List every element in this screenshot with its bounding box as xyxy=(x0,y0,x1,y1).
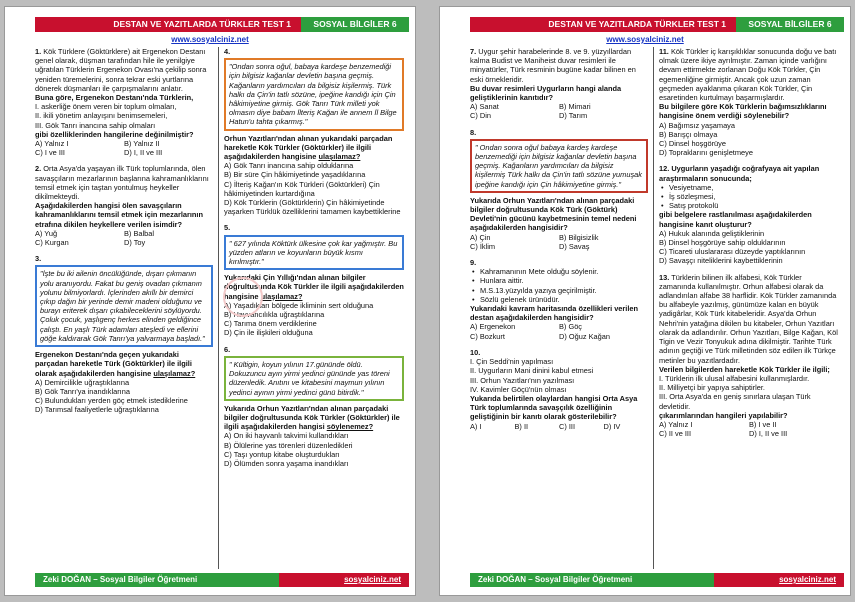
header-subject: SOSYAL BİLGİLER 6 xyxy=(301,17,409,32)
column-left-2 xyxy=(470,47,648,569)
option-b[interactable]: B) II xyxy=(514,421,529,431)
question-ask: çıkarımlarından hangileri yapılabilir? xyxy=(659,410,788,420)
question-12 xyxy=(659,164,839,265)
option-c[interactable]: C) İlteriş Kağan'ın Kök Türkleri (Göktürkleri) Çin hâkimiyetinden kurtardığına xyxy=(224,179,380,198)
question-ask: Yukarıdaki kavram haritasında özellikleri verilen destan aşağıdakilerden hangisidir? xyxy=(470,304,639,323)
question-3 xyxy=(35,254,213,414)
question-9 xyxy=(470,258,648,341)
question-number: 9. xyxy=(470,258,477,268)
column-right-2 xyxy=(659,47,839,569)
column-divider xyxy=(218,47,219,569)
option-d[interactable]: D) Tarım xyxy=(559,111,588,121)
question-number: 4. xyxy=(224,47,231,56)
footer-author: Zeki DOĞAN – Sosyal Bilgiler Öğretmeni xyxy=(35,573,279,587)
option-b[interactable]: B) Dinsel hoşgörüye sahip olduklarının xyxy=(659,238,786,248)
option-a[interactable]: A) Yaşadıkları bölgede ikliminin sert olduğuna xyxy=(224,300,374,310)
option-d[interactable]: D) I, II ve III xyxy=(749,429,788,439)
question-ask: Yukarıda belirtilen olaylardan hangisi Orta Asya Türk toplumlarında savaşçılık özelliğinin geliştiğinin bir kanıtı olarak gösterilebilir? xyxy=(470,393,638,422)
option-c[interactable]: C) Dinsel hoşgörüye xyxy=(659,139,726,149)
question-text: Uygur şehir harabelerinde 8. ve 9. yüzyıllardan kalma Budist ve Maniheist duvar resimleri ile minyatürler, Türk resminin bugüne kadar bilinen en eski örnekleridir. xyxy=(470,47,636,84)
option-a[interactable]: A) Hukuk alanında geliştiklerinin xyxy=(659,228,765,238)
statement: II. Milliyetçi bir yapıya sahiptirler. xyxy=(659,383,765,393)
statement: II. ikili yönetim anlayışını benimsemeleri, xyxy=(35,111,168,121)
option-c[interactable]: C) II ve III xyxy=(659,429,692,439)
question-ask: Aşağıdakilerden hangisi ölen savaşçıların kahramanlıklarını temsil etmek için mezarlarının etrafına dikilen heykellere verilen isimdir? xyxy=(35,201,204,229)
quote-box: "Ondan sonra oğul, babaya kardeşe benzemediği için bilgisiz kağanlar devletin başına geçmiş. Kağanların yardımcıları da bilgisiz kişilermiş. Türk halkı da Çin'in tatlı sözüne, ipeğine kandığı için Çin hâkimiyetine girmiş. Gök Tanrı Türk milleti yok olmasın diye babam İlteriş Kağan ile annem İl Bilge Hatun'u tahta çıkarmış." xyxy=(224,58,404,130)
option-b[interactable]: B) Hayvancılıkla uğraştıklarına xyxy=(224,310,325,320)
option-b[interactable]: B) Göç xyxy=(559,322,582,332)
question-ask: Bu bilgilere göre Kök Türklerin bağımsızlıklarını hangisine önem verdiği söylenebilir? xyxy=(659,102,827,121)
quote-box: " Ondan sonra oğul babaya kardeş kardeşe benzemediği için bilgisiz kağanlar devletin başına geçmiş. Kağanların yardımcıları da bilgisiz kişilermiş Türk halkı da Çin'in tatlı sözüne yumuşak ipeğine kandığı için Çin hâkimiyetine girmiş." xyxy=(470,139,648,193)
option-c[interactable]: C) Bulundukları yerden göç etmek istediklerine xyxy=(35,396,188,406)
option-d[interactable]: D) Savaşçı niteliklerini kaybettiklerinin xyxy=(659,256,783,266)
question-10 xyxy=(470,348,648,431)
option-b[interactable]: B) Barışçı olmaya xyxy=(659,129,718,139)
option-c[interactable]: C) III xyxy=(559,421,576,431)
option-d[interactable]: D) Tarımsal faaliyetlerle uğraştıklarına xyxy=(35,405,159,415)
question-number: 10. xyxy=(470,347,481,357)
question-ask: Uygurların yaşadığı coğrafyaya ait yapılan araştırmaların sonucunda; xyxy=(659,164,820,183)
option-a[interactable]: A) Demircilikle uğraştıklarına xyxy=(35,377,130,387)
bullet-item: • Kahramanının Mete olduğu söylenir. xyxy=(470,267,648,276)
quote-box: " Kültigin, koyun yılının 17.gününde öldü. Dokuzuncu ayın yirmi yedinci gününde yas töreni düzenledik. Anıtını ve kitabesini maymun yılının yedinci ayının yirmi yedinci günü bitirdik." xyxy=(224,356,404,401)
option-b[interactable]: B) Ölülerine yas törenleri düzenledikleri xyxy=(224,440,353,450)
site-link[interactable]: www.sosyalciniz.net xyxy=(606,35,684,44)
bullet-item: • Hunlara aittir. xyxy=(470,276,648,285)
question-4 xyxy=(224,47,404,216)
option-b[interactable]: B) Bilgisizlik xyxy=(559,232,599,242)
option-d[interactable]: D) I, II ve III xyxy=(124,148,163,158)
statement: III. Orhun Yazıtları'nın yazılması xyxy=(470,375,575,385)
question-number: 1. xyxy=(35,47,42,56)
option-d[interactable]: D) Topraklarını genişletmeye xyxy=(659,148,753,158)
option-d[interactable]: D) Kök Türklerin (Göktürklerin) Çin hâkimiyetinde yaşarken Türklük özelliklerini tamamen kaybettiklerine xyxy=(224,198,401,217)
question-13 xyxy=(659,273,839,439)
question-number: 3. xyxy=(35,254,42,264)
option-a[interactable]: A) Çin xyxy=(470,232,491,242)
option-a[interactable]: A) Ergenekon xyxy=(470,322,516,332)
option-d[interactable]: D) IV xyxy=(603,421,621,431)
bullet-item: • Sözlü gelenek ürünüdür. xyxy=(470,295,648,304)
stamp-watermark xyxy=(223,277,263,317)
header-bar xyxy=(470,17,844,32)
question-1 xyxy=(35,47,213,157)
option-a[interactable]: A) Yalnız I xyxy=(35,139,69,149)
question-text: Kök Türkler iç karışıklıklar sonucunda doğu ve batı olmak üzere ikiye ayrılmıştır. Zaman içinde varlığını devam ettirmekte zorlanan Doğu Kök Türkler, Çin egemenliğine girmiştir. Ancak çok uzun zaman geçmeden ayaklanma çıkaran Kök Türkler, Çin esaretinden kurtulmayı başarmışlardır. xyxy=(659,47,837,103)
question-8 xyxy=(470,128,648,251)
column-divider xyxy=(653,47,654,569)
question-stem-underline: söylenemez? xyxy=(326,422,374,432)
option-b[interactable]: B) I ve II xyxy=(749,419,777,429)
question-ask: Verilen bilgilerden hareketle Kök Türkler ile ilgili; xyxy=(659,364,830,374)
option-c[interactable]: C) Ticareti uluslararası düzeyde yaptıklarının xyxy=(659,247,806,257)
option-c[interactable]: C) I ve III xyxy=(35,148,65,158)
footer-bar xyxy=(470,573,844,587)
option-a[interactable]: A) Bağımsız yaşamaya xyxy=(659,120,735,130)
question-number: 12. xyxy=(659,164,670,174)
question-stem: Yukarıdaki Çin Yıllığı'ndan alınan bilgiler doğrultusunda Kök Türkler ile ilgili aşağıdakilerden hangisine xyxy=(224,273,404,301)
question-stem: Yukarıda Orhun Yazıtları'ndan alınan parçadaki bilgiler doğrultusunda Kök Türk (Göktürk) Devleti'nin gücünü kaybetmesinin temel nedeni aşağıdakilerden hangisidir? xyxy=(470,195,637,233)
option-a[interactable]: A) Sanat xyxy=(470,102,499,112)
option-b[interactable]: B) Mimari xyxy=(559,102,591,112)
footer-site-link[interactable]: sosyalciniz.net xyxy=(279,573,409,587)
option-a[interactable]: A) I xyxy=(470,421,482,431)
option-d[interactable]: D) Savaş xyxy=(559,241,590,251)
question-stem-underline: ulaşılamaz? xyxy=(260,291,303,301)
option-c[interactable]: C) Taşı yontup kitabe oluşturdukları xyxy=(224,449,340,459)
question-text: Türklerin bilinen ilk alfabesi, Kök Türkler zamanında kullanılmıştır. Orhun alfabesi olarak da adlandırılan alfabe 38 harflidir. Kök Türkler zamanında bu alfabeyle yazılmış, günümüze kalan en büyük yadigârlar, Kök Türk kitabeleridir. Asya'da Orhun Nehri'nin yatağına dikilen bu kitabeler, Orhun Yazıtları olarak da adlandırılır. Orhun Yazıtları, Bilge Kağan, Köl Tigin ve Vezir Tonyukuk adına dikilmiştir. Tarihte Türk adının geçtiği ve Türk milletinden söz edilen ilk Türkçe metinler bu yazıtlardadır. xyxy=(659,272,838,365)
question-2 xyxy=(35,164,213,247)
header-title: DESTAN VE YAZITLARDA TÜRKLER TEST 1 xyxy=(35,17,301,32)
option-c[interactable]: C) Bozkurt xyxy=(470,331,505,341)
statement: I. askerliğe önem veren bir toplum olmaları, xyxy=(35,102,177,112)
option-d[interactable]: D) Toy xyxy=(124,238,146,248)
question-stem: Yukarıda Orhun Yazıtları'ndan alınan parçadaki bilgiler doğrultusunda Kök Türkler (Göktürkler) ile ilgili aşağıdakilerden hangisi xyxy=(224,403,400,432)
bullet-item: • İş sözleşmesi, xyxy=(659,192,839,201)
footer-site-link[interactable]: sosyalciniz.net xyxy=(714,573,844,587)
question-number: 6. xyxy=(224,344,231,354)
statement: I. Türklerin ilk ulusal alfabesini kullanmışlardır. xyxy=(659,373,810,383)
question-ask: Bu duvar resimleri Uygurların hangi alanda geliştiklerinin kanıtıdır? xyxy=(470,83,622,103)
page-right xyxy=(439,6,851,596)
question-ask: gibi belgelere rastlanılması aşağıdakilerden hangisine kanıt oluşturur? xyxy=(659,210,812,229)
question-stem-underline: ulaşılamaz? xyxy=(318,152,361,162)
option-d[interactable]: D) Ölümden sonra yaşama inandıkları xyxy=(224,458,349,468)
question-number: 5. xyxy=(224,223,231,233)
header-bar xyxy=(35,17,409,32)
question-stem-underline: ulaşılamaz? xyxy=(153,368,196,378)
question-stem: Ergenekon Destanı'nda geçen yukarıdaki parçadan hareketle Türk (Göktürkler) ile ilgili olarak aşağıdakilerden hangisine xyxy=(35,350,192,378)
footer-bar xyxy=(35,573,409,587)
question-number: 11. xyxy=(659,47,669,56)
site-link[interactable]: www.sosyalciniz.net xyxy=(171,35,249,44)
option-c[interactable]: C) Tarıma önem verdiklerine xyxy=(224,319,317,329)
option-b[interactable]: B) Gök Tanrı'ya inandıklarına xyxy=(35,386,130,396)
option-b[interactable]: B) Bir süre Çin hâkimiyetinde yaşadıklarına xyxy=(224,170,366,180)
question-number: 8. xyxy=(470,127,477,137)
option-d[interactable]: D) Çin ile ilişkileri olduğuna xyxy=(224,328,313,338)
question-ask: gibi özelliklerinden hangilerine değinilmiştir? xyxy=(35,129,194,139)
question-text: Kök Türklere (Göktürklere) ait Ergenekon Destanı genel olarak, düşman tarafından hile ile yenilgiye uğratılan Türklerin Ergenekon Ovası'na çekilip sonra yeniden türemelerini, sonra tekrar eski yurtlarına dönerek düşmanları ile çarpışmalarını anlatır. xyxy=(35,47,207,93)
statement: I. Çin Seddi'nin yapılması xyxy=(470,357,554,367)
option-c[interactable]: C) İklim xyxy=(470,241,496,251)
option-b[interactable]: B) Yalnız II xyxy=(124,139,160,149)
column-left-1 xyxy=(35,47,213,569)
question-stem: Buna göre, Ergenekon Destanı'nda Türklerin, xyxy=(35,93,194,103)
header-subject: SOSYAL BİLGİLER 6 xyxy=(736,17,844,32)
footer-author: Zeki DOĞAN – Sosyal Bilgiler Öğretmeni xyxy=(470,573,714,587)
question-11 xyxy=(659,47,839,157)
bullet-item: • Satış protokolü xyxy=(659,201,839,210)
bullet-item: • M.S.13.yüzyılda yazıya geçirilmiştir. xyxy=(470,286,648,295)
quote-box: "İşte bu iki ailenin öncülüğünde, dışarı çıkmanın yolu aranıyordu. Fakat bu geniş ovadan çıkmanın yolunu bilmiyorlardı. İçlerinden akıllı bir demirci çıkıp dağın bir yerinde demir madeni olduğunu ve burayı eriterek dışarı çıkabileceklerini söylüyordu. Çoluk çocuk, yaşlıgenç herkes elinden geldiğince çalıştı. En yaşlı Türk adamları ateşledi ve ellerini göğe kaldırarak Gök Tanrı'ya yalvarmaya başladı." xyxy=(35,265,213,347)
bullet-item: • Vesiyetname, xyxy=(659,183,839,192)
option-d[interactable]: D) Oğuz Kağan xyxy=(559,331,610,341)
option-a[interactable]: A) Yuğ xyxy=(35,228,58,238)
option-c[interactable]: C) Kurgan xyxy=(35,238,69,248)
question-text: Orta Asya'da yaşayan ilk Türk toplumlarında, ölen savaşçıların mezarlarının başlarına kahramanlıklarını temsil etmek için taştan yontulmuş heykeller dikilmekteydi. xyxy=(35,164,209,202)
question-number: 13. xyxy=(659,272,670,282)
statement: II. Uygurların Mani dinini kabul etmesi xyxy=(470,366,594,376)
page-left xyxy=(4,6,416,596)
option-a[interactable]: A) Yalnız I xyxy=(659,419,693,429)
option-c[interactable]: C) Din xyxy=(470,111,491,121)
statement: III. Gök Tanrı inancına sahip olmaları xyxy=(35,120,156,130)
question-stem: Orhun Yazıtları'ndan alınan yukarıdaki parçadan hareketle Kök Türkler (Göktürkler) ile ilgili aşağıdakilerden hangisine xyxy=(224,133,393,162)
question-6 xyxy=(224,345,404,468)
question-number: 7. xyxy=(470,47,477,56)
statement: IV. Kavimler Göçü'nün olması xyxy=(470,384,567,394)
question-7 xyxy=(470,47,648,121)
statement: III. Orta Asya'da en geniş sınırlara ulaşan Türk devletidir. xyxy=(659,392,811,411)
option-a[interactable]: A) Gök Tanrı inancına sahip olduklarına xyxy=(224,161,354,171)
option-a[interactable]: A) On iki hayvanlı takvimi kullandıkları xyxy=(224,431,349,441)
question-number: 2. xyxy=(35,164,42,174)
option-b[interactable]: B) Balbal xyxy=(124,228,154,238)
header-title: DESTAN VE YAZITLARDA TÜRKLER TEST 1 xyxy=(470,17,736,32)
quote-box: " 627 yılında Köktürk ülkesine çok kar yağmıştır. Bu yüzden atların ve koyunların büyük kısmı kırılmıştır." xyxy=(224,235,404,271)
